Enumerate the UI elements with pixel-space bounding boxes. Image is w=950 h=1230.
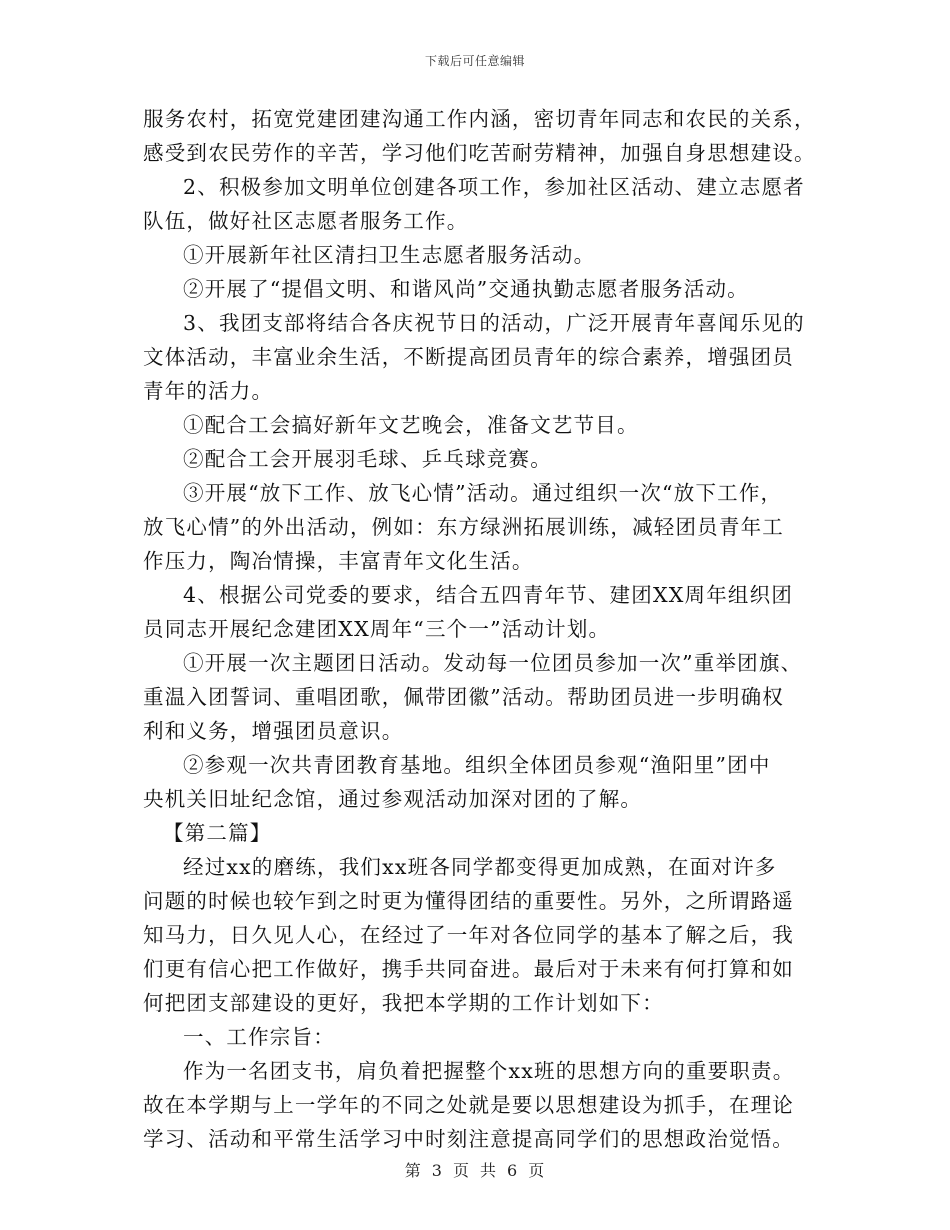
- paragraph-line: 问题的时候也较乍到之时更为懂得团结的重要性。另外，之所谓路遥: [143, 889, 794, 913]
- paragraph-line: 何把团支部建设的更好，我把本学期的工作计划如下：: [143, 991, 664, 1015]
- paragraph-line: 队伍，做好社区志愿者服务工作。: [143, 209, 469, 233]
- total-pages: 6: [507, 1161, 519, 1180]
- document-body: [143, 102, 823, 1156]
- paragraph-line: 2、积极参加文明单位创建各项工作，参加社区活动、建立志愿者: [183, 175, 805, 199]
- paragraph-line: ①配合工会搞好新年文艺晚会，准备文艺节目。: [183, 413, 639, 437]
- page-number: 3: [431, 1161, 443, 1180]
- paragraph-line: ①开展新年社区清扫卫生志愿者服务活动。: [183, 243, 596, 267]
- paragraph-line: 央机关旧址纪念馆，通过参观活动加深对团的了解。: [143, 787, 643, 811]
- total-unit: 页: [528, 1161, 546, 1180]
- paragraph-line: 4、根据公司党委的要求，结合五四青年节、建团XX周年组织团: [183, 583, 794, 607]
- paragraph-line: ②开展了“提倡文明、和谐风尚”交通执勤志愿者服务活动。: [183, 277, 749, 301]
- paragraph-line: 利和义务，增强团员意识。: [143, 719, 404, 743]
- paragraph-line: 文体活动，丰富业余生活，不断提高团员青年的综合素养，增强团员: [143, 345, 794, 369]
- page-unit: 页: [452, 1161, 470, 1180]
- paragraph-line: 故在本学期与上一学年的不同之处就是要以思想建设为抓手，在理论: [143, 1093, 794, 1117]
- paragraph-line: 经过xx的磨练，我们xx班各同学都变得更加成熟，在面对许多: [183, 855, 777, 879]
- paragraph-line: ③开展“放下工作、放飞心情”活动。通过组织一次“放下工作，: [183, 481, 783, 505]
- paragraph-line: ①开展一次主题团日活动。发动每一位团员参加一次”重举团旗、: [183, 651, 803, 675]
- paragraph-line: 重温入团誓词、重唱团歌，佩带团徽”活动。帮助团员进一步明确权: [143, 685, 784, 709]
- page-footer: [0, 1158, 950, 1181]
- paragraph-line: 3、我团支部将结合各庆祝节日的活动，广泛开展青年喜闻乐见的: [183, 311, 805, 335]
- paragraph-line: 放飞心情”的外出活动，例如：东方绿洲拓展训练，减轻团员青年工: [143, 515, 784, 539]
- page-header: 下载后可任意编辑: [424, 54, 525, 68]
- page-label: 第: [404, 1161, 422, 1180]
- paragraph-line: 学习、活动和平常生活学习中时刻注意提高同学们的思想政治觉悟。: [143, 1127, 794, 1151]
- paragraph-line: ②配合工会开展羽毛球、乒乓球竞赛。: [183, 447, 552, 471]
- paragraph-line: 知马力，日久见人心，在经过了一年对各位同学的基本了解之后，我: [143, 923, 794, 947]
- paragraph-line: 作压力，陶冶情操，丰富青年文化生活。: [143, 549, 534, 573]
- paragraph-line: ②参观一次共青团教育基地。组织全体团员参观“渔阳里”团中: [183, 753, 771, 777]
- paragraph-line: 员同志开展纪念建团XX周年“三个一”活动计划。: [143, 617, 611, 641]
- paragraph-line: 青年的活力。: [143, 379, 274, 403]
- total-label: 共: [480, 1161, 498, 1180]
- paragraph-line: 们更有信心把工作做好，携手共同奋进。最后对于未来有何打算和如: [143, 957, 794, 981]
- section-heading: 【第二篇】: [163, 821, 272, 845]
- paragraph-line: 感受到农民劳作的辛苦，学习他们吃苦耐劳精神，加强自身思想建设。: [143, 141, 816, 165]
- paragraph-line: 服务农村，拓宽党建团建沟通工作内涵，密切青年同志和农民的关系，: [143, 107, 816, 131]
- paragraph-line: 作为一名团支书，肩负着把握整个xx班的思想方向的重要职责。: [183, 1059, 795, 1083]
- paragraph-line: 一、工作宗旨：: [183, 1025, 335, 1049]
